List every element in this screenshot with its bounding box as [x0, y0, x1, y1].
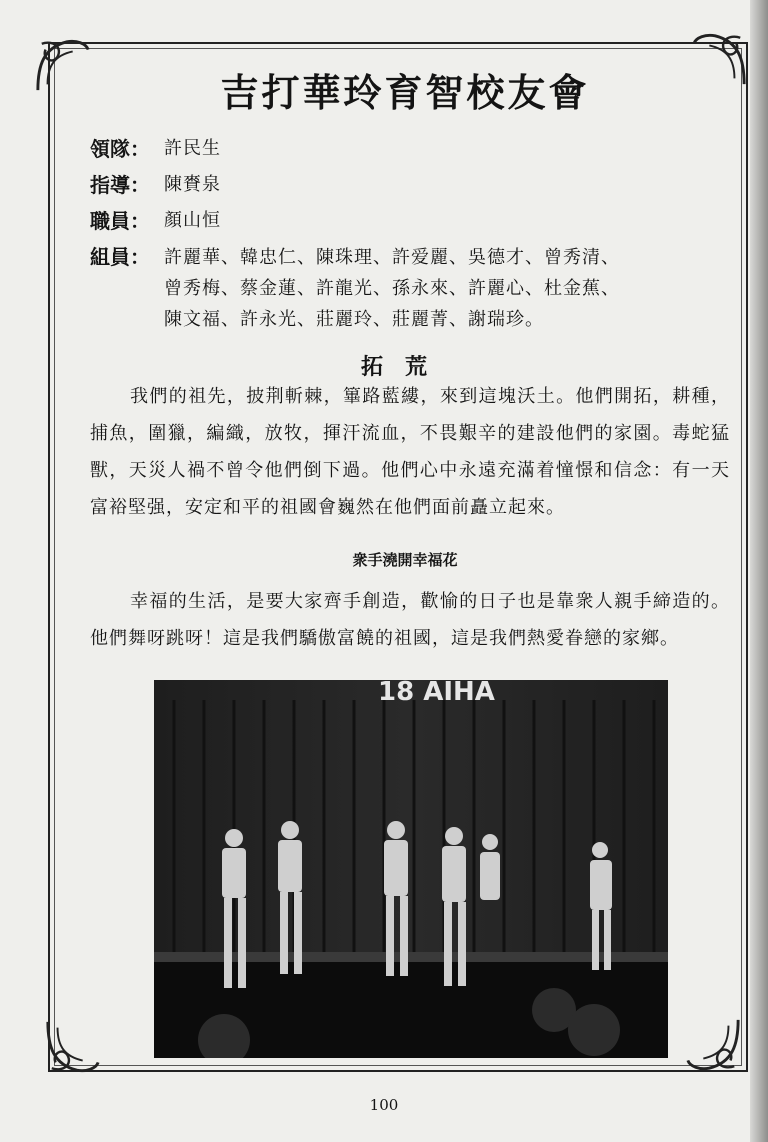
role-label: 職員：	[90, 209, 150, 233]
member-line: 許麗華、韓忠仁、陳珠理、許爱麗、吳德才、曾秀清、	[164, 247, 620, 268]
page-number: 100	[369, 1096, 399, 1114]
role-label: 領隊：	[90, 137, 150, 161]
dance-performance-photo	[154, 680, 668, 1058]
roster	[90, 134, 730, 341]
role-label: 指導：	[90, 173, 150, 197]
roster-leader	[90, 134, 730, 164]
corner-ornament-icon	[34, 36, 92, 94]
role-name: 許民生	[164, 138, 221, 159]
role-name: 陳賚泉	[164, 174, 221, 195]
page-edge	[750, 0, 768, 1142]
member-line: 曾秀梅、蔡金蓮、許龍光、孫永來、許麗心、杜金蕉、	[164, 278, 620, 299]
roster-instructor	[90, 170, 730, 200]
paragraph-pioneering: 我們的祖先，披荆斬棘，篳路藍縷，來到這塊沃土。他們開拓，耕種，捕魚，圍獵，編織，放牧，揮汗流血，不畏艱辛的建設他們的家園。毒蛇猛獸，天災人禍不曾令他們倒下過。他們心中永遠充滿着憧憬和信念：有一天富裕堅强，安定和平的祖國會巍然在他們面前矗立起來。	[90, 386, 730, 518]
sub-heading: 衆手澆開幸福花	[352, 551, 458, 569]
section-heading: 拓荒	[360, 355, 449, 380]
role-name: 顏山恒	[164, 210, 221, 231]
role-label: 組員：	[90, 245, 150, 269]
corner-ornament-icon	[44, 1018, 102, 1076]
corner-ornament-icon	[684, 1016, 742, 1074]
member-line: 陳文福、許永光、莊麗玲、莊麗菁、謝瑞珍。	[164, 309, 544, 330]
roster-members	[90, 242, 730, 335]
page-title: 吉打華玲育智校友會	[220, 71, 590, 115]
stage-illustration	[154, 680, 668, 1058]
banner-text: 18 AIHA	[378, 680, 495, 707]
member-names	[164, 242, 620, 335]
paragraph-happiness: 幸福的生活，是要大家齊手創造，歡愉的日子也是靠衆人親手締造的。他們舞呀跳呀！這是我們驕傲富饒的祖國，這是我們熱愛眷戀的家鄉。	[90, 591, 730, 649]
roster-staff	[90, 206, 730, 236]
